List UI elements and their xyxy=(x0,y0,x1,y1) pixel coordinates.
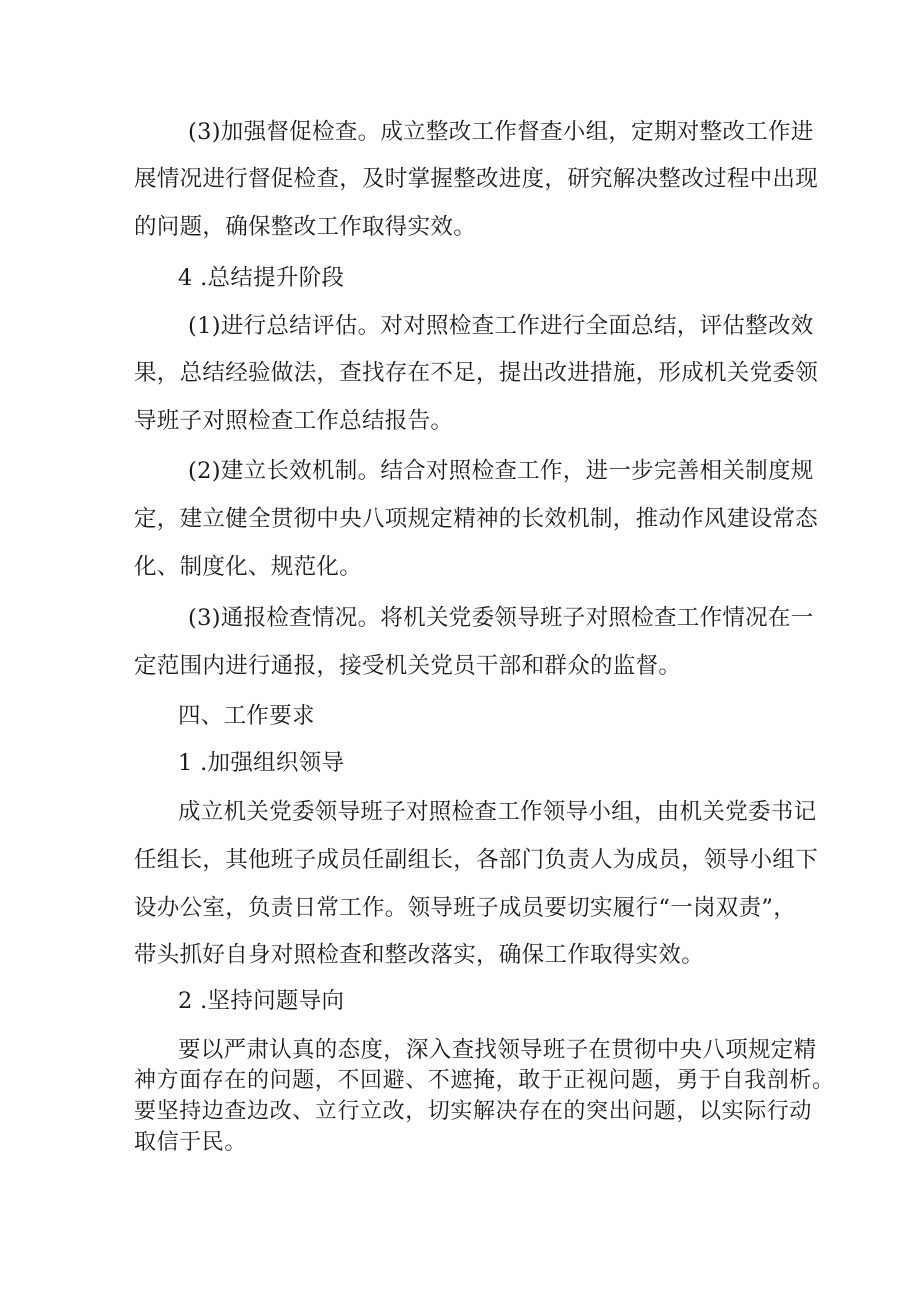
text-line: 取信于民。 xyxy=(134,1130,248,1155)
text-line: 化、制度化、规范化。 xyxy=(134,554,363,580)
text-line: (1)进行总结评估。对对照检查工作进行全面总结，评估整改效 xyxy=(188,313,814,339)
text-line: 带头抓好自身对照检查和整改落实，确保工作取得实效。 xyxy=(134,942,705,968)
text-line: (3)加强督促检查。成立整改工作督查小组，定期对整改工作进 xyxy=(188,119,814,145)
text-line: 展情况进行督促检查，及时掌握整改进度，研究解决整改过程中出现 xyxy=(134,166,819,192)
text-line: 要以严肃认真的态度，深入查找领导班子在贯彻中央八项规定精 xyxy=(178,1037,817,1063)
text-line: 定，建立健全贯彻中央八项规定精神的长效机制，推动作风建设常态 xyxy=(134,506,819,532)
text-line: 任组长，其他班子成员任副组长，各部门负责人为成员，领导小组下 xyxy=(134,847,819,873)
heading-problem-orientation: 2 .坚持问题导向 xyxy=(178,988,345,1014)
heading-summary-stage: 4 .总结提升阶段 xyxy=(178,265,345,291)
text-line: 要坚持边查边改、立行立改，切实解决存在的突出问题，以实际行动 xyxy=(134,1099,813,1124)
text-line: (3)通报检查情况。将机关党委领导班子对照检查工作情况在一 xyxy=(188,605,814,631)
text-line: 成立机关党委领导班子对照检查工作领导小组，由机关党委书记 xyxy=(178,799,817,825)
heading-organization-leadership: 1 .加强组织领导 xyxy=(178,750,345,776)
text-line: (2)建立长效机制。结合对照检查工作，进一步完善相关制度规 xyxy=(188,458,814,484)
text-line: 果，总结经验做法，查找存在不足，提出改进措施，形成机关党委领 xyxy=(134,360,819,386)
heading-work-requirements: 四、工作要求 xyxy=(178,703,315,729)
text-line: 的问题，确保整改工作取得实效。 xyxy=(134,214,477,240)
text-line: 设办公室，负责日常工作。领导班子成员要切实履行“一岗双责”， xyxy=(134,895,797,921)
text-line: 导班子对照检查工作总结报告。 xyxy=(134,408,454,434)
text-line: 定范围内进行通报，接受机关党员干部和群众的监督。 xyxy=(134,653,682,679)
text-line: 神方面存在的问题，不回避、不遮掩，敢于正视问题，勇于自我剖析。 xyxy=(134,1068,835,1093)
